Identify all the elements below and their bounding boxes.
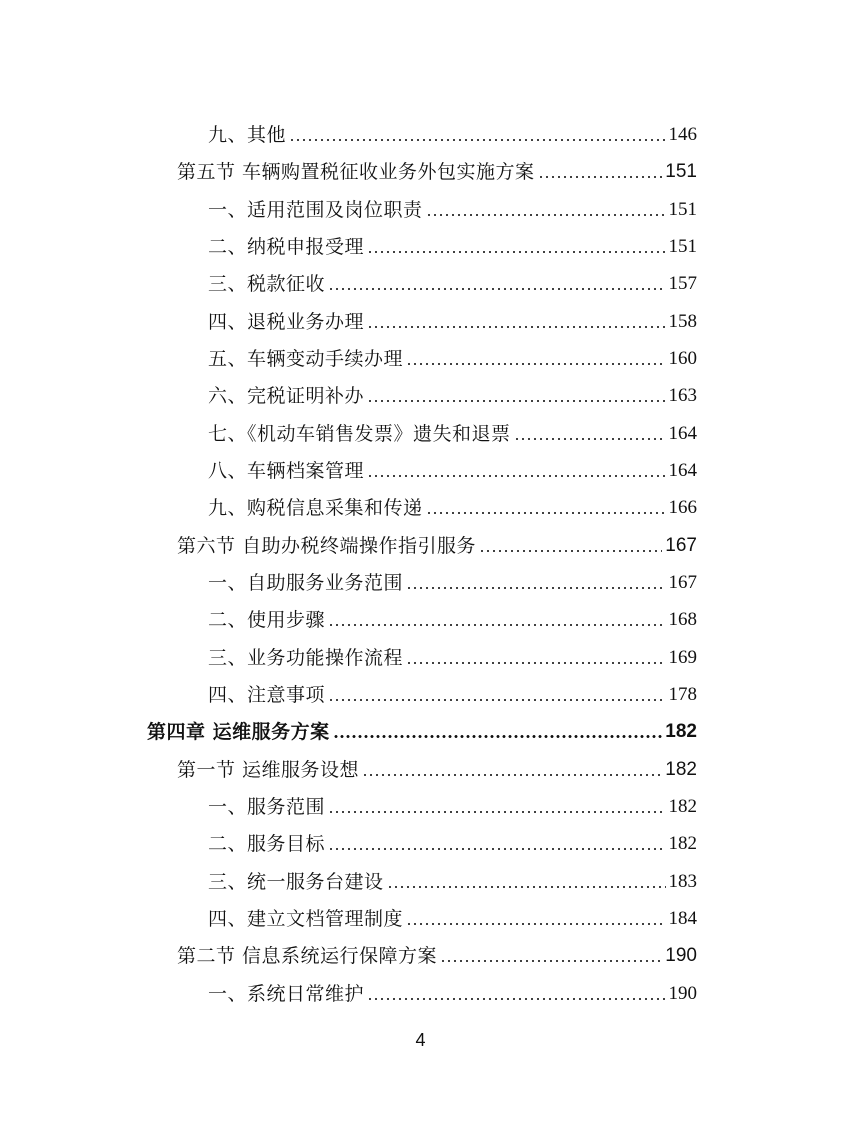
toc-entry-page: 182 bbox=[668, 796, 697, 817]
toc-entry-label: 二、服务目标 bbox=[208, 833, 326, 855]
toc-entry[interactable] bbox=[208, 412, 697, 446]
dot-leader bbox=[328, 848, 665, 850]
dot-leader bbox=[328, 811, 665, 813]
toc-entry-page: 151 bbox=[668, 199, 697, 220]
toc-entry-page: 167 bbox=[668, 572, 697, 593]
toc-entry-page: 160 bbox=[668, 348, 697, 369]
toc-entry-page: 178 bbox=[668, 684, 697, 705]
dot-leader bbox=[387, 886, 666, 888]
toc-entry[interactable] bbox=[208, 374, 697, 408]
toc-entry-page: 182 bbox=[668, 833, 697, 854]
toc-entry[interactable] bbox=[208, 785, 697, 819]
dot-leader bbox=[328, 624, 665, 626]
toc-entry-page: 184 bbox=[668, 908, 697, 929]
dot-leader bbox=[479, 550, 662, 552]
toc-entry[interactable] bbox=[208, 860, 697, 894]
toc-entry-label: 二、纳税申报受理 bbox=[208, 236, 365, 258]
dot-leader bbox=[362, 774, 662, 776]
toc-entry-label: 六、完税证明补办 bbox=[208, 385, 365, 407]
dot-leader bbox=[328, 699, 665, 701]
toc-entry[interactable] bbox=[208, 897, 697, 931]
page-number: 4 bbox=[415, 1030, 426, 1050]
toc-entry-label: 三、统一服务台建设 bbox=[208, 871, 384, 893]
toc-entry[interactable] bbox=[208, 113, 697, 147]
toc-entry-label: 第六节 自助办税终端操作指引服务 bbox=[177, 535, 477, 557]
toc-entry-page: 146 bbox=[668, 124, 697, 145]
toc-entry[interactable] bbox=[208, 972, 697, 1006]
toc-entry[interactable] bbox=[208, 300, 697, 334]
toc-entry-label: 第二节 信息系统运行保障方案 bbox=[177, 945, 438, 967]
toc-entry-page: 164 bbox=[668, 460, 697, 481]
toc-entry-page: 157 bbox=[668, 273, 697, 294]
dot-leader bbox=[367, 400, 665, 402]
dot-leader bbox=[367, 998, 665, 1000]
dot-leader bbox=[367, 251, 665, 253]
toc-entry[interactable] bbox=[208, 636, 697, 670]
toc-entry-page: 190 bbox=[668, 983, 697, 1004]
toc-entry-label: 九、其他 bbox=[208, 124, 287, 146]
toc-entry-page: 182 bbox=[665, 759, 697, 780]
dot-leader bbox=[514, 438, 666, 440]
dot-leader bbox=[406, 587, 665, 589]
toc-entry[interactable] bbox=[208, 598, 697, 632]
dot-leader bbox=[333, 735, 663, 738]
toc-entry-label: 一、服务范围 bbox=[208, 796, 326, 818]
toc-entry-label: 三、业务功能操作流程 bbox=[208, 647, 404, 669]
toc-entry[interactable] bbox=[147, 710, 697, 744]
toc-entry[interactable] bbox=[208, 486, 697, 520]
toc-entry-label: 九、购税信息采集和传递 bbox=[208, 497, 423, 519]
toc-entry[interactable] bbox=[208, 822, 697, 856]
toc-entry[interactable] bbox=[177, 748, 697, 782]
toc-entry-label: 八、车辆档案管理 bbox=[208, 460, 365, 482]
toc-entry[interactable] bbox=[208, 673, 697, 707]
dot-leader bbox=[538, 176, 663, 178]
dot-leader bbox=[406, 363, 665, 365]
toc-entry-page: 169 bbox=[668, 647, 697, 668]
toc-entry[interactable] bbox=[208, 337, 697, 371]
toc-entry-page: 151 bbox=[665, 161, 697, 182]
dot-leader bbox=[406, 662, 665, 664]
toc-entry-label: 第五节 车辆购置税征收业务外包实施方案 bbox=[177, 161, 535, 183]
toc-entry-page: 167 bbox=[665, 535, 697, 556]
toc-entry[interactable] bbox=[208, 561, 697, 595]
toc-entry-page: 164 bbox=[668, 423, 697, 444]
toc-entry-label: 五、车辆变动手续办理 bbox=[208, 348, 404, 370]
toc-entry[interactable] bbox=[208, 188, 697, 222]
dot-leader bbox=[440, 960, 662, 962]
dot-leader bbox=[289, 139, 665, 141]
dot-leader bbox=[426, 214, 666, 216]
dot-leader bbox=[367, 326, 665, 328]
toc-entry-page: 163 bbox=[668, 385, 697, 406]
toc-entry-label: 四、建立文档管理制度 bbox=[208, 908, 404, 930]
dot-leader bbox=[328, 288, 665, 290]
toc-entry[interactable] bbox=[177, 934, 697, 968]
toc-entry[interactable] bbox=[208, 225, 697, 259]
dot-leader bbox=[426, 512, 666, 514]
toc-entry-label: 一、适用范围及岗位职责 bbox=[208, 199, 423, 221]
toc-entry-label: 四、退税业务办理 bbox=[208, 311, 365, 333]
toc-entry-label: 四、注意事项 bbox=[208, 684, 326, 706]
dot-leader bbox=[367, 475, 665, 477]
toc-entry-page: 168 bbox=[668, 609, 697, 630]
toc-entry-page: 151 bbox=[668, 236, 697, 257]
toc-entry[interactable] bbox=[208, 449, 697, 483]
toc-entry-label: 三、税款征收 bbox=[208, 273, 326, 295]
toc-entry-page: 166 bbox=[668, 497, 697, 518]
toc-entry[interactable] bbox=[177, 524, 697, 558]
dot-leader bbox=[406, 923, 665, 925]
toc-entry-page: 158 bbox=[668, 311, 697, 332]
toc-entry[interactable] bbox=[177, 150, 697, 184]
toc-entry-label: 第一节 运维服务设想 bbox=[177, 759, 360, 781]
toc-entry-label: 七、《机动车销售发票》遗失和退票 bbox=[208, 423, 511, 445]
toc-entry-page: 182 bbox=[665, 721, 697, 742]
toc-entry-page: 183 bbox=[668, 871, 697, 892]
toc-entry[interactable] bbox=[208, 262, 697, 296]
toc-entry-page: 190 bbox=[665, 945, 697, 966]
toc-entry-label: 第四章 运维服务方案 bbox=[147, 721, 330, 743]
toc-entry-label: 一、自助服务业务范围 bbox=[208, 572, 404, 594]
toc-entry-label: 一、系统日常维护 bbox=[208, 983, 365, 1005]
toc-entry-label: 二、使用步骤 bbox=[208, 609, 326, 631]
